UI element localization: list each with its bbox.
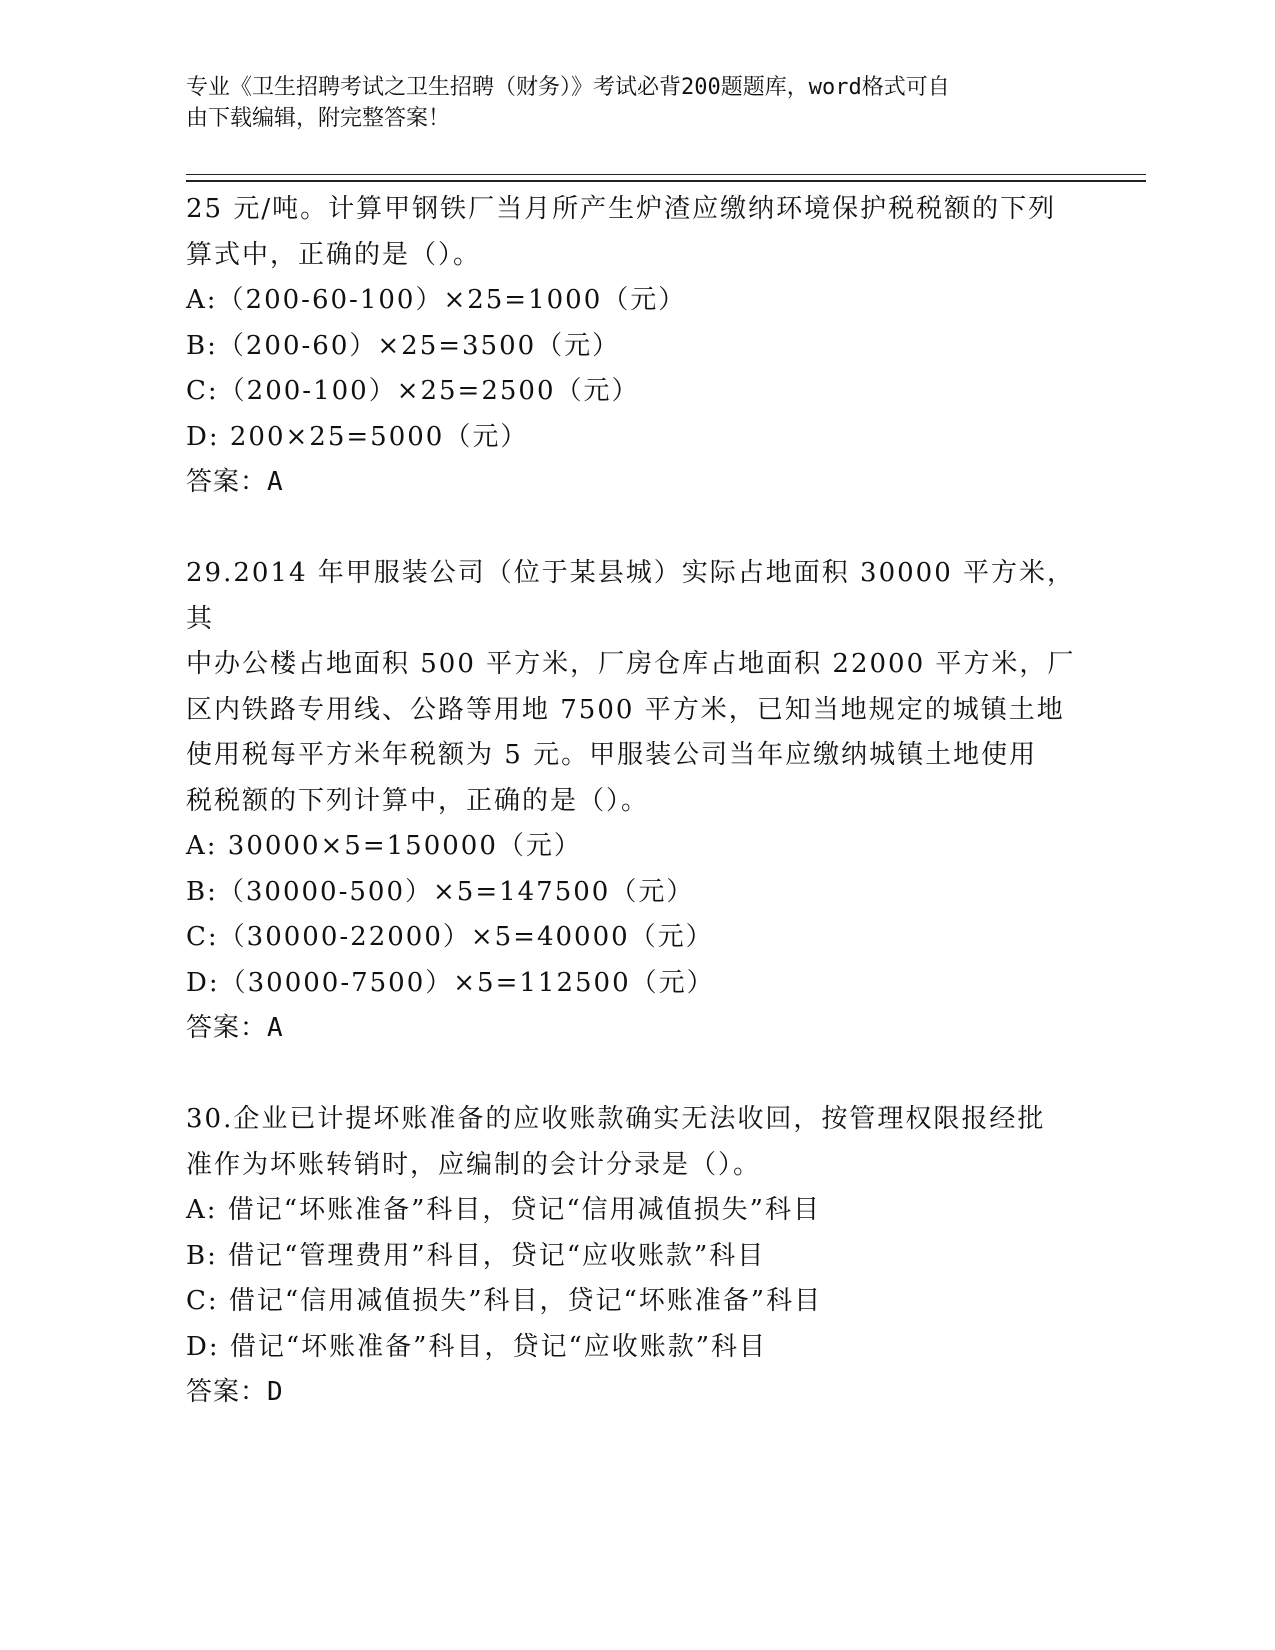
option-b: B:（30000-500）×5=147500（元） [186, 876, 695, 907]
option-c: C: 借记“信用减值损失”科目，贷记“坏账准备”科目 [186, 1286, 823, 1316]
question-text-line: 30.企业已计提坏账准备的应收账款确实无法收回，按管理权限报经批 [186, 1104, 1046, 1134]
answer-value: D [267, 1377, 284, 1407]
answer-label: 答案： [186, 467, 268, 497]
question-text-line: 29.2014 年甲服装公司（位于某县城）实际占地面积 30000 平方米，其 [186, 558, 1076, 634]
question-text-line: 使用税每平方米年税额为 5 元。甲服装公司当年应缴纳城镇土地使用 [186, 740, 1038, 770]
answer-label: 答案： [186, 1377, 268, 1407]
answer-label: 答案： [186, 1013, 268, 1043]
answer-line [186, 1006, 1086, 1052]
header-line-1: 专业《卫生招聘考试之卫生招聘（财务）》考试必背200题题库，word格式可自 [186, 75, 950, 100]
question-text-line: 算式中，正确的是（）。 [186, 239, 482, 270]
option-d: D: 200×25=5000（元） [186, 421, 529, 452]
page-header [186, 72, 1066, 134]
questions-body [186, 187, 1086, 1416]
question-block [186, 1097, 1086, 1416]
option-d: D: 借记“坏账准备”科目，贷记“应收账款”科目 [186, 1331, 768, 1362]
option-a: A:（200-60-100）×25=1000（元） [186, 285, 687, 315]
header-line-2: 由下载编辑，附完整答案！ [186, 106, 451, 131]
spacer [186, 506, 1086, 552]
option-d: D:（30000-7500）×5=112500（元） [186, 967, 715, 998]
question-block [186, 551, 1086, 1052]
answer-value: A [267, 1013, 284, 1043]
option-a: A: 30000×5=150000（元） [186, 831, 582, 861]
answer-line [186, 460, 1086, 506]
header-rule-thick [186, 180, 1146, 182]
question-text-line: 中办公楼占地面积 500 平方米，厂房仓库占地面积 22000 平方米，厂 [186, 649, 1076, 679]
spacer [186, 1052, 1086, 1098]
answer-line [186, 1370, 1086, 1416]
question-text-line: 准作为坏账转销时，应编制的会计分录是（）。 [186, 1149, 762, 1180]
option-c: C:（200-100）×25=2500（元） [186, 376, 640, 406]
question-text-line: 25 元/吨。计算甲钢铁厂当月所产生炉渣应缴纳环境保护税税额的下列 [186, 194, 1057, 224]
question-text-line: 区内铁路专用线、公路等用地 7500 平方米，已知当地规定的城镇土地 [186, 694, 1065, 725]
question-block [186, 187, 1086, 506]
question-text-line: 税税额的下列计算中，正确的是（）。 [186, 785, 650, 816]
option-b: B: 借记“管理费用”科目，贷记“应收账款”科目 [186, 1240, 766, 1271]
answer-value: A [267, 467, 284, 497]
header-rule-thin [186, 174, 1146, 175]
option-b: B:（200-60）×25=3500（元） [186, 330, 621, 361]
option-c: C:（30000-22000）×5=40000（元） [186, 922, 714, 952]
option-a: A: 借记“坏账准备”科目，贷记“信用减值损失”科目 [186, 1195, 821, 1225]
